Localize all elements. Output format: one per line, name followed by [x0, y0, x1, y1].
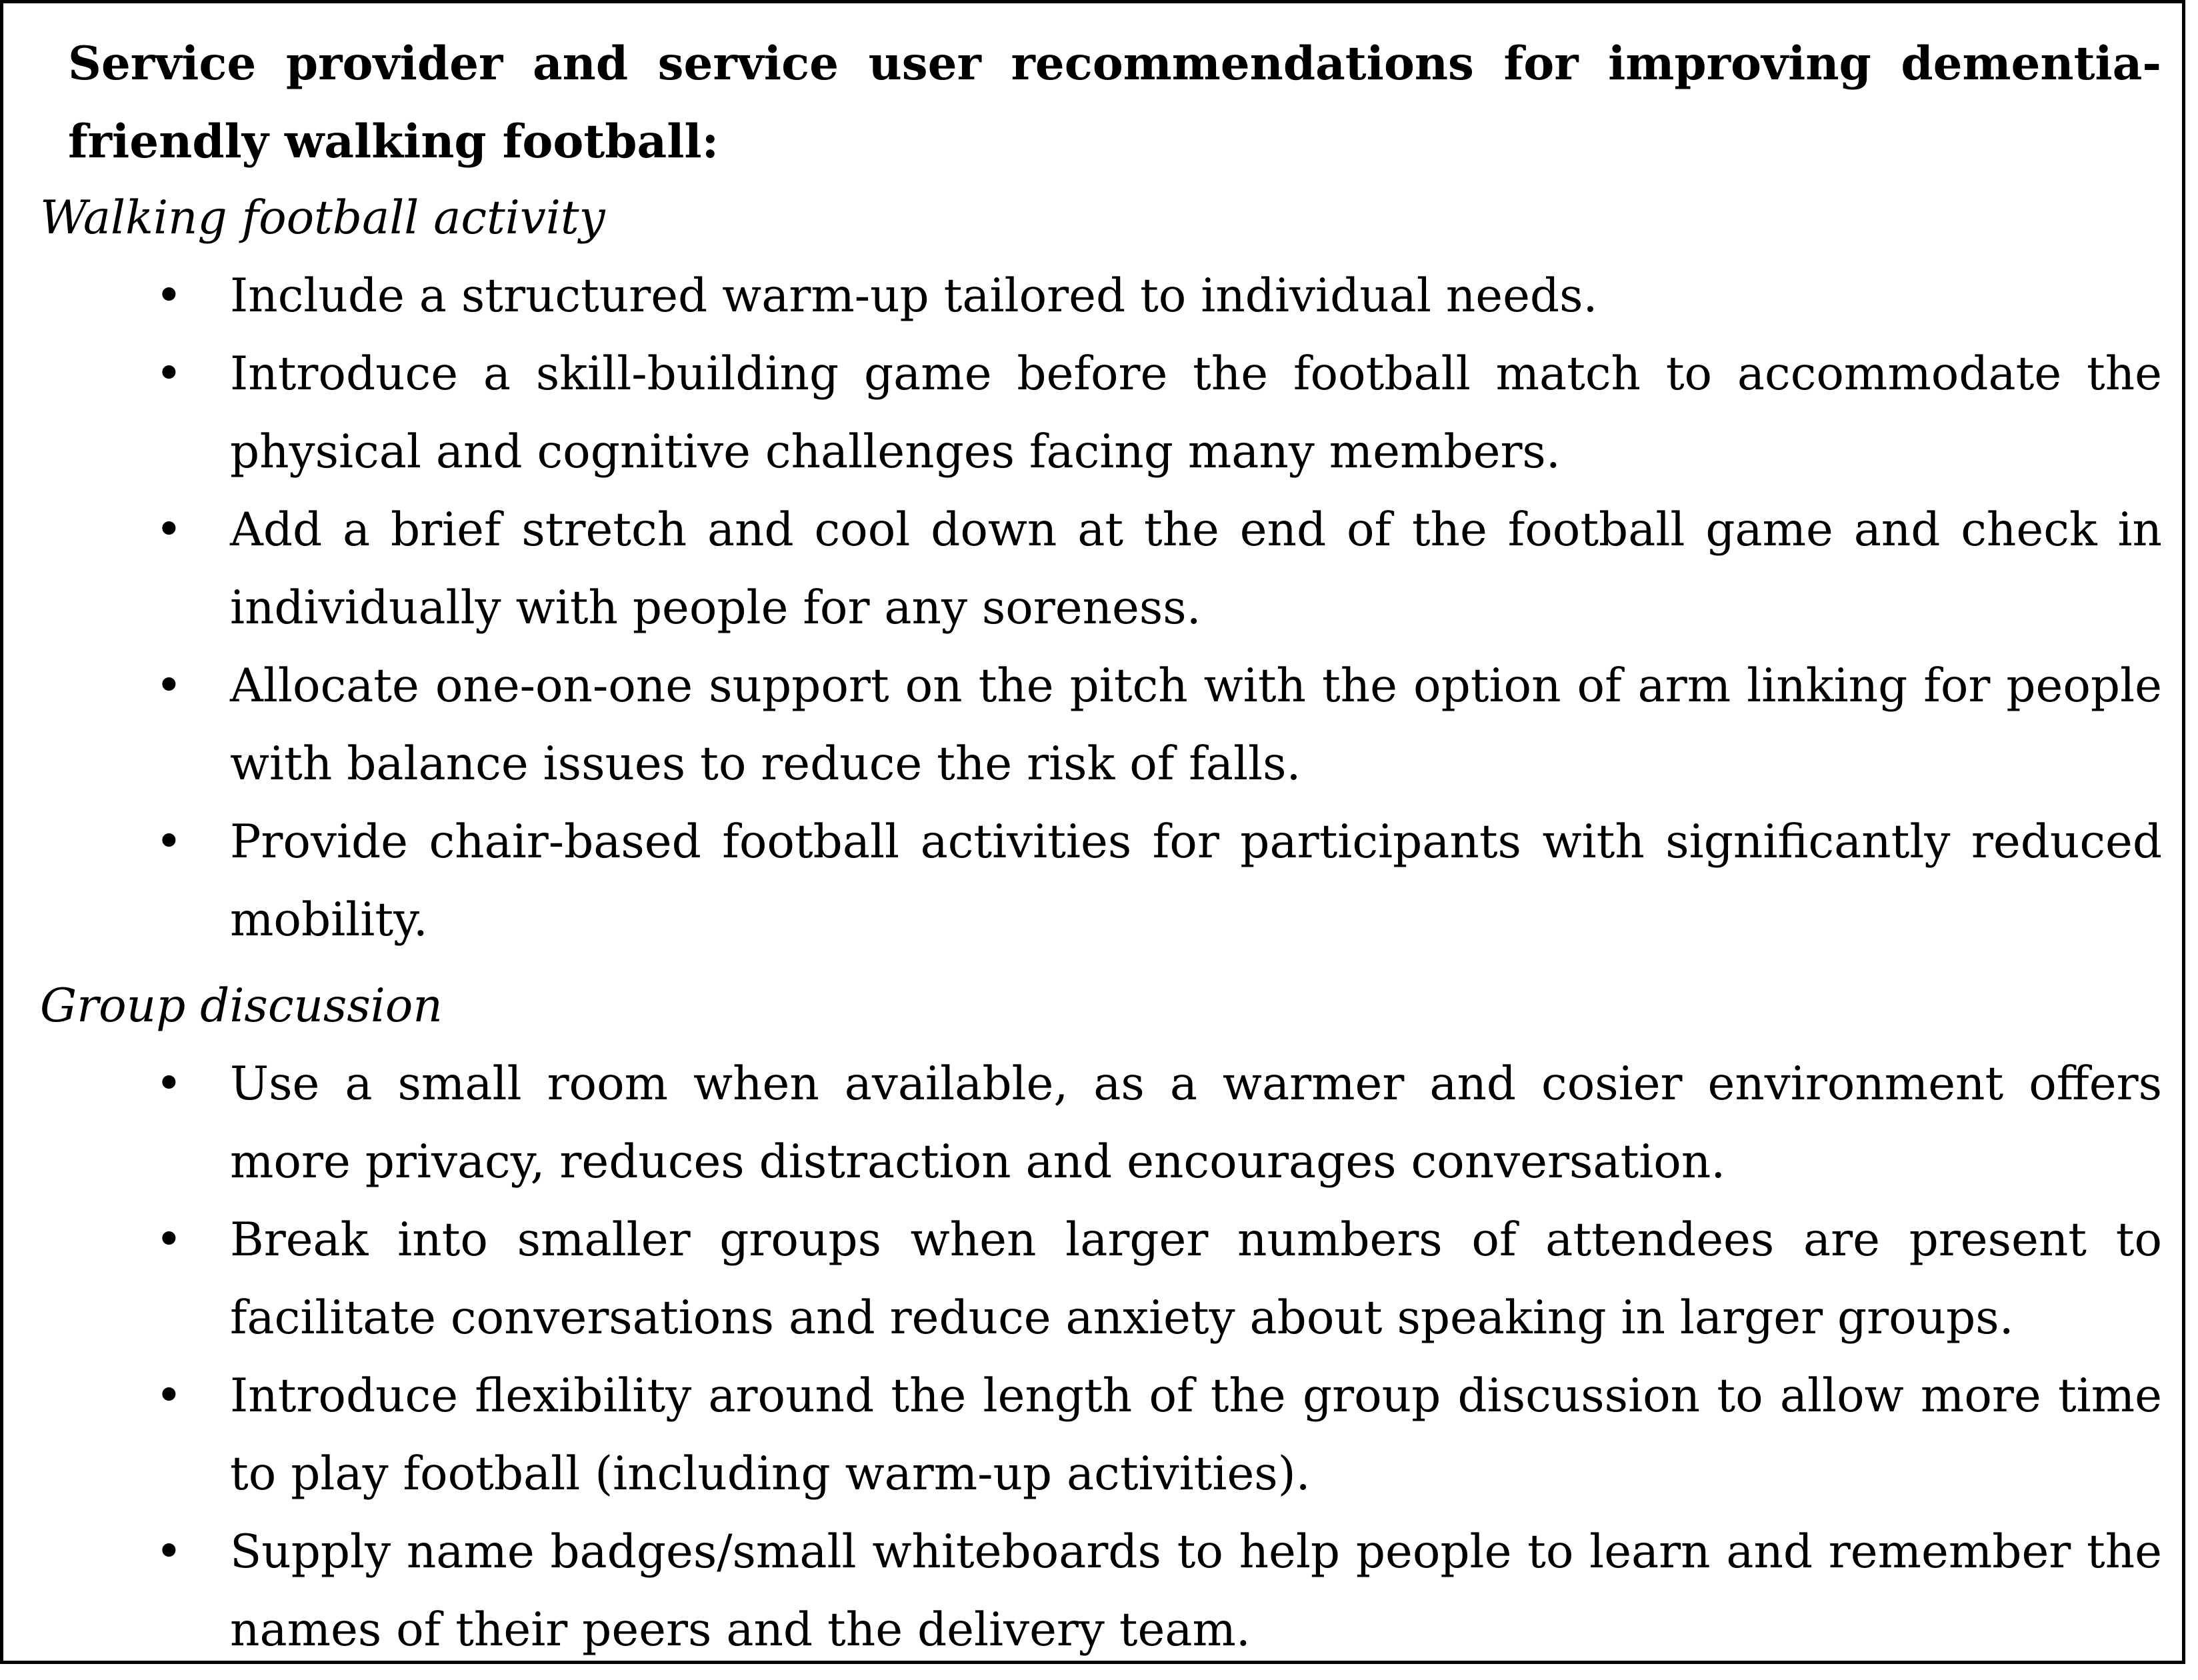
- list-item: [3, 257, 2162, 335]
- bullet-icon: •: [155, 815, 183, 869]
- list-item-text: Supply name badges/small whiteboards to help people to learn and remember the names of their peers and the delivery team.: [230, 1525, 2162, 1657]
- list-item: [3, 803, 2162, 959]
- bullet-icon: •: [155, 1525, 183, 1579]
- list-item: [3, 1045, 2162, 1201]
- bullet-icon: •: [155, 269, 183, 323]
- list-item-text: Include a structured warm-up tailored to individual needs.: [230, 269, 1598, 323]
- list-item-text: Add a brief stretch and cool down at the end of the football game and check in individually with people for any soreness.: [230, 503, 2162, 635]
- list-item: [3, 1201, 2162, 1357]
- bullet-icon: •: [155, 1213, 183, 1267]
- section-heading-group-discussion: Group discussion: [40, 979, 443, 1033]
- list-item-text: Break into smaller groups when larger numbers of attendees are present to facilitate conversations and reduce anxiety about speaking in larger groups.: [230, 1213, 2162, 1345]
- list-item: [3, 1513, 2162, 1669]
- bullet-icon: •: [155, 659, 183, 713]
- box-title: Service provider and service user recommendations for improving dementia-friendly walking football:: [68, 37, 2161, 169]
- list-item-text: Introduce a skill-building game before the football match to accommodate the physical and cognitive challenges facing many members.: [230, 347, 2162, 479]
- bullet-icon: •: [155, 1369, 183, 1423]
- list-item-text: Provide chair-based football activities for participants with significantly reduced mobility.: [230, 815, 2162, 947]
- list-item: [3, 491, 2162, 647]
- list-item-text: Allocate one-on-one support on the pitch with the option of arm linking for people with balance issues to reduce the risk of falls.: [230, 659, 2162, 791]
- list-item: [3, 647, 2162, 803]
- group-discussion-list: [3, 1045, 2189, 1669]
- list-item-text: Use a small room when available, as a warmer and cosier environment offers more privacy, reduces distraction and encourages conversation.: [230, 1057, 2162, 1189]
- list-item: [3, 335, 2162, 491]
- bullet-icon: •: [155, 347, 183, 401]
- list-item-text: Introduce flexibility around the length of the group discussion to allow more time to play football (including warm-up activities).: [230, 1369, 2162, 1501]
- list-item: [3, 1357, 2162, 1513]
- walking-football-list: [3, 257, 2189, 959]
- section-heading-walking-football: Walking football activity: [40, 191, 605, 245]
- bullet-icon: •: [155, 503, 183, 557]
- bullet-icon: •: [155, 1057, 183, 1111]
